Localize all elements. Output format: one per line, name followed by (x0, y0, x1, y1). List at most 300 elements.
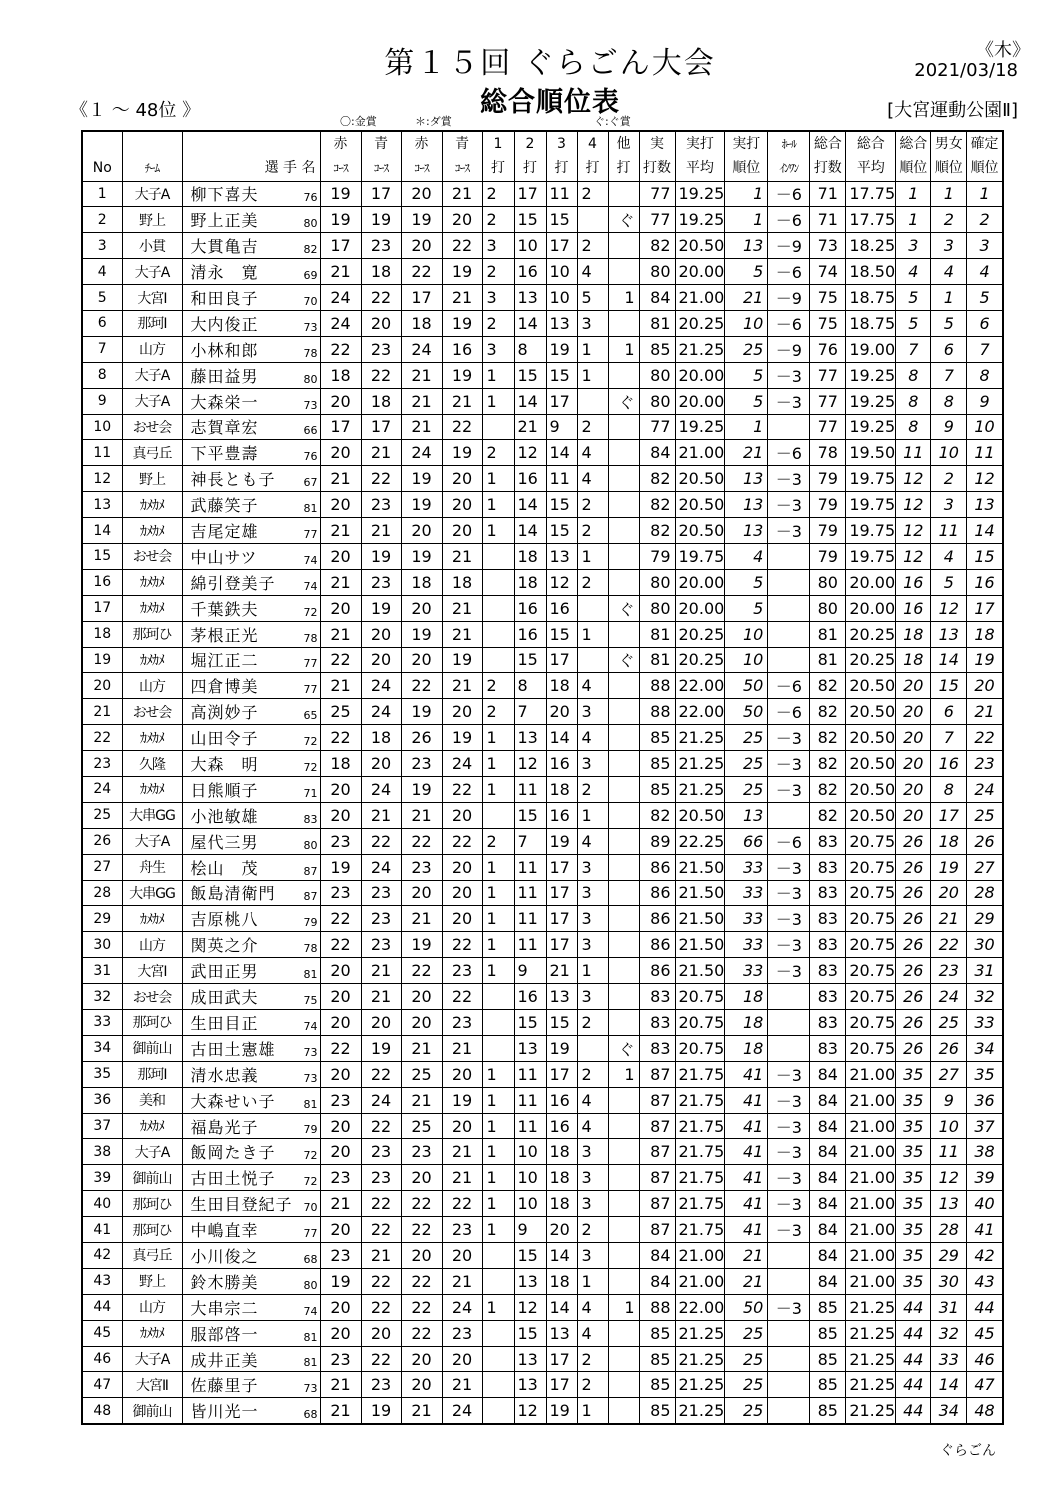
cell-blue2: 23 (442, 1320, 482, 1346)
cell-no: 17 (82, 595, 122, 621)
cell-putt3: 15 (546, 207, 577, 233)
table-row (82, 595, 1003, 621)
cell-age: 72 (294, 595, 320, 621)
cell-red1: 18 (320, 362, 361, 388)
cell-no: 19 (82, 647, 122, 673)
cell-blue2: 21 (442, 388, 482, 414)
cell-no: 38 (82, 1139, 122, 1165)
cell-putt1 (482, 621, 514, 647)
col-tavg-sub: 平均 (846, 156, 896, 181)
cell-putt2: 7 (514, 828, 546, 854)
cell-putt2: 15 (514, 647, 546, 673)
table-row (82, 207, 1003, 233)
cell-actual-rank: 4 (725, 543, 768, 569)
cell-actual: 88 (639, 673, 675, 699)
cell-putt3: 10 (546, 259, 577, 285)
col-player: 選 手 名 (182, 156, 320, 181)
cell-blue1: 19 (361, 595, 401, 621)
table-row (82, 932, 1003, 958)
cell-gender-rank: 13 (931, 621, 967, 647)
cell-gender-rank: 4 (931, 259, 967, 285)
cell-putt4: 3 (577, 984, 608, 1010)
col-no: No (82, 156, 122, 181)
cell-final-rank: 12 (967, 466, 1003, 492)
cell-team: 大宮Ⅰ (122, 285, 182, 311)
cell-total-rank: 20 (896, 802, 931, 828)
cell-total-avg: 21.00 (846, 1217, 896, 1243)
cell-blue2: 20 (442, 802, 482, 828)
cell-actual: 88 (639, 1294, 675, 1320)
cell-gender-rank: 14 (931, 1372, 967, 1398)
cell-final-rank: 14 (967, 518, 1003, 544)
cell-total-avg: 19.50 (846, 440, 896, 466)
cell-other: ぐ (608, 595, 639, 621)
cell-red2: 20 (401, 1165, 442, 1191)
cell-age: 66 (294, 414, 320, 440)
cell-blue2: 22 (442, 1191, 482, 1217)
cell-actual-rank: 50 (725, 1294, 768, 1320)
page-title: 第１５回 ぐらごん大会 (384, 46, 716, 81)
cell-team: 舟生 (122, 854, 182, 880)
cell-red1: 20 (320, 595, 361, 621)
cell-other (608, 1139, 639, 1165)
cell-hole-in-one: －3 (768, 1294, 810, 1320)
cell-total-rank: 35 (896, 1087, 931, 1113)
cell-other (608, 1268, 639, 1294)
cell-actual-rank: 41 (725, 1113, 768, 1139)
cell-hole-in-one (768, 543, 810, 569)
cell-other (608, 932, 639, 958)
cell-player-name: 和田良子 (182, 285, 294, 311)
cell-age: 67 (294, 466, 320, 492)
cell-no: 24 (82, 776, 122, 802)
cell-team: ｶﾒｶﾒ (122, 1320, 182, 1346)
cell-gender-rank: 3 (931, 492, 967, 518)
cell-age: 65 (294, 699, 320, 725)
cell-red2: 19 (401, 699, 442, 725)
col-team: ﾁｰﾑ (122, 156, 182, 181)
cell-total-rank: 44 (896, 1372, 931, 1398)
cell-actual-avg: 19.25 (675, 207, 725, 233)
cell-actual-avg: 21.50 (675, 958, 725, 984)
cell-actual: 84 (639, 1243, 675, 1269)
cell-age: 77 (294, 673, 320, 699)
cell-total-avg: 18.75 (846, 285, 896, 311)
cell-team: ｶﾒｶﾒ (122, 725, 182, 751)
cell-blue2: 19 (442, 647, 482, 673)
cell-blue1: 23 (361, 233, 401, 259)
cell-gender-rank: 29 (931, 1243, 967, 1269)
cell-actual: 85 (639, 336, 675, 362)
cell-player-name: 大貫亀吉 (182, 233, 294, 259)
cell-putt3: 19 (546, 1398, 577, 1424)
cell-gender-rank: 7 (931, 362, 967, 388)
cell-team: 御前山 (122, 1398, 182, 1424)
cell-total-avg: 19.00 (846, 336, 896, 362)
cell-total-avg: 20.75 (846, 932, 896, 958)
cell-actual-rank: 25 (725, 336, 768, 362)
cell-red1: 23 (320, 1165, 361, 1191)
cell-total-avg: 19.75 (846, 466, 896, 492)
cell-putt4: 3 (577, 906, 608, 932)
cell-blue2: 20 (442, 492, 482, 518)
cell-other (608, 1165, 639, 1191)
cell-final-rank: 20 (967, 673, 1003, 699)
cell-gender-rank: 23 (931, 958, 967, 984)
cell-no: 30 (82, 932, 122, 958)
cell-putt4: 1 (577, 621, 608, 647)
table-row (82, 1398, 1003, 1424)
cell-blue2: 20 (442, 906, 482, 932)
cell-no: 10 (82, 414, 122, 440)
cell-putt3: 16 (546, 751, 577, 777)
cell-putt4 (577, 1035, 608, 1061)
cell-blue2: 22 (442, 776, 482, 802)
cell-putt1: 1 (482, 906, 514, 932)
cell-blue2: 20 (442, 518, 482, 544)
cell-red2: 23 (401, 854, 442, 880)
cell-putt2: 9 (514, 958, 546, 984)
cell-putt1: 2 (482, 310, 514, 336)
cell-blue1: 19 (361, 1035, 401, 1061)
cell-blue1: 19 (361, 543, 401, 569)
cell-blue2: 23 (442, 1217, 482, 1243)
cell-team: ｶﾒｶﾒ (122, 647, 182, 673)
cell-age: 74 (294, 543, 320, 569)
cell-red1: 18 (320, 751, 361, 777)
cell-hole-in-one: －3 (768, 1113, 810, 1139)
cell-no: 21 (82, 699, 122, 725)
cell-final-rank: 30 (967, 932, 1003, 958)
cell-no: 8 (82, 362, 122, 388)
table-row (82, 1243, 1003, 1269)
cell-age: 82 (294, 233, 320, 259)
cell-red1: 23 (320, 880, 361, 906)
cell-putt4: 2 (577, 1217, 608, 1243)
cell-no: 44 (82, 1294, 122, 1320)
table-row (82, 725, 1003, 751)
cell-putt4: 3 (577, 1243, 608, 1269)
cell-total-avg: 20.50 (846, 725, 896, 751)
cell-putt3: 15 (546, 492, 577, 518)
cell-putt4: 4 (577, 440, 608, 466)
cell-total-avg: 20.25 (846, 647, 896, 673)
cell-total: 83 (810, 958, 846, 984)
cell-actual: 80 (639, 569, 675, 595)
cell-blue1: 20 (361, 1320, 401, 1346)
cell-putt4: 4 (577, 828, 608, 854)
cell-total-rank: 35 (896, 1243, 931, 1269)
cell-blue2: 24 (442, 1294, 482, 1320)
cell-blue2: 24 (442, 1398, 482, 1424)
cell-gender-rank: 5 (931, 310, 967, 336)
cell-no: 33 (82, 1010, 122, 1036)
cell-team: 大宮Ⅰ (122, 958, 182, 984)
cell-blue1: 23 (361, 336, 401, 362)
cell-putt1: 2 (482, 440, 514, 466)
cell-total-avg: 19.75 (846, 518, 896, 544)
cell-other (608, 569, 639, 595)
cell-blue1: 20 (361, 1010, 401, 1036)
cell-blue1: 22 (361, 1113, 401, 1139)
cell-team: 御前山 (122, 1165, 182, 1191)
cell-red1: 20 (320, 984, 361, 1010)
cell-actual: 85 (639, 725, 675, 751)
cell-red2: 24 (401, 336, 442, 362)
cell-age: 68 (294, 1243, 320, 1269)
cell-other (608, 699, 639, 725)
cell-gender-rank: 28 (931, 1217, 967, 1243)
cell-total: 74 (810, 259, 846, 285)
cell-blue2: 19 (442, 259, 482, 285)
cell-age: 73 (294, 1035, 320, 1061)
table-row (82, 336, 1003, 362)
cell-total: 77 (810, 414, 846, 440)
cell-actual: 82 (639, 233, 675, 259)
cell-actual-avg: 21.50 (675, 932, 725, 958)
cell-final-rank: 11 (967, 440, 1003, 466)
cell-putt1: 2 (482, 673, 514, 699)
cell-final-rank: 46 (967, 1346, 1003, 1372)
cell-total-avg: 21.25 (846, 1320, 896, 1346)
cell-final-rank: 33 (967, 1010, 1003, 1036)
cell-total-rank: 35 (896, 1061, 931, 1087)
cell-putt2: 21 (514, 414, 546, 440)
cell-putt1: 2 (482, 181, 514, 207)
cell-hole-in-one (768, 595, 810, 621)
cell-actual: 85 (639, 776, 675, 802)
cell-hole-in-one: －6 (768, 207, 810, 233)
cell-gender-rank: 8 (931, 388, 967, 414)
cell-no: 31 (82, 958, 122, 984)
cell-actual-avg: 20.00 (675, 259, 725, 285)
cell-gender-rank: 20 (931, 880, 967, 906)
cell-putt2: 11 (514, 1087, 546, 1113)
cell-team: 山方 (122, 1294, 182, 1320)
cell-blue2: 22 (442, 233, 482, 259)
cell-actual: 84 (639, 440, 675, 466)
cell-red2: 19 (401, 492, 442, 518)
col-putt1-sub: 打 (482, 156, 514, 181)
header-row-bottom (82, 156, 1003, 181)
cell-red1: 22 (320, 647, 361, 673)
cell-no: 3 (82, 233, 122, 259)
cell-total: 83 (810, 984, 846, 1010)
cell-putt3: 13 (546, 543, 577, 569)
cell-actual-rank: 41 (725, 1061, 768, 1087)
cell-blue2: 23 (442, 958, 482, 984)
cell-gender-rank: 6 (931, 336, 967, 362)
cell-total-avg: 19.25 (846, 414, 896, 440)
cell-total: 85 (810, 1320, 846, 1346)
cell-red2: 24 (401, 440, 442, 466)
cell-blue2: 21 (442, 1139, 482, 1165)
table-row (82, 440, 1003, 466)
cell-player-name: 山田令子 (182, 725, 294, 751)
header-row-top (82, 131, 1003, 156)
cell-putt4: 1 (577, 958, 608, 984)
cell-blue1: 22 (361, 1346, 401, 1372)
cell-blue2: 20 (442, 880, 482, 906)
cell-total: 79 (810, 492, 846, 518)
cell-final-rank: 22 (967, 725, 1003, 751)
cell-hole-in-one: －6 (768, 259, 810, 285)
cell-age: 80 (294, 1268, 320, 1294)
cell-final-rank: 2 (967, 207, 1003, 233)
cell-red2: 18 (401, 310, 442, 336)
cell-team: 大宮Ⅱ (122, 1372, 182, 1398)
cell-putt2: 16 (514, 984, 546, 1010)
cell-putt3: 14 (546, 1243, 577, 1269)
cell-final-rank: 29 (967, 906, 1003, 932)
cell-red2: 23 (401, 1139, 442, 1165)
cell-final-rank: 32 (967, 984, 1003, 1010)
cell-total-rank: 20 (896, 725, 931, 751)
cell-player-name: 大森せい子 (182, 1087, 294, 1113)
cell-team: 山方 (122, 932, 182, 958)
cell-actual-rank: 66 (725, 828, 768, 854)
cell-red2: 20 (401, 647, 442, 673)
cell-final-rank: 42 (967, 1243, 1003, 1269)
cell-red1: 22 (320, 336, 361, 362)
cell-total: 84 (810, 1191, 846, 1217)
cell-hole-in-one: －3 (768, 1191, 810, 1217)
cell-no: 18 (82, 621, 122, 647)
cell-putt1: 1 (482, 1087, 514, 1113)
cell-putt2: 11 (514, 1113, 546, 1139)
cell-hole-in-one: －3 (768, 776, 810, 802)
cell-putt1 (482, 1398, 514, 1424)
cell-blue2: 20 (442, 1113, 482, 1139)
cell-total: 83 (810, 880, 846, 906)
table-row (82, 1294, 1003, 1320)
table-row (82, 414, 1003, 440)
cell-team: 那珂Ⅰ (122, 310, 182, 336)
cell-player-name: 千葉鉄夫 (182, 595, 294, 621)
cell-player-name: 成田武夫 (182, 984, 294, 1010)
cell-red1: 21 (320, 466, 361, 492)
cell-hole-in-one (768, 414, 810, 440)
col-red1-head: 赤 (320, 131, 361, 156)
cell-player-name: 清水忠義 (182, 1061, 294, 1087)
cell-blue2: 19 (442, 440, 482, 466)
cell-hole-in-one (768, 1035, 810, 1061)
table-row (82, 699, 1003, 725)
cell-age: 73 (294, 388, 320, 414)
cell-team: 大子A (122, 828, 182, 854)
cell-blue1: 22 (361, 1268, 401, 1294)
cell-no: 42 (82, 1243, 122, 1269)
cell-player-name: 清永 寛 (182, 259, 294, 285)
cell-hole-in-one: －3 (768, 1061, 810, 1087)
cell-putt4: 1 (577, 802, 608, 828)
cell-putt1: 1 (482, 932, 514, 958)
cell-other: ぐ (608, 647, 639, 673)
cell-actual: 87 (639, 1061, 675, 1087)
table-row (82, 1268, 1003, 1294)
cell-putt4: 4 (577, 1320, 608, 1346)
cell-actual-avg: 20.25 (675, 621, 725, 647)
cell-putt2: 12 (514, 440, 546, 466)
cell-blue1: 22 (361, 285, 401, 311)
cell-other (608, 466, 639, 492)
cell-putt3: 13 (546, 1320, 577, 1346)
col-hio-sub: ｲﾝﾜﾝ (768, 156, 810, 181)
cell-actual-avg: 20.75 (675, 984, 725, 1010)
cell-actual-rank: 25 (725, 1372, 768, 1398)
cell-total-rank: 26 (896, 932, 931, 958)
cell-actual: 85 (639, 1398, 675, 1424)
cell-age: 71 (294, 776, 320, 802)
cell-actual-rank: 13 (725, 233, 768, 259)
cell-no: 26 (82, 828, 122, 854)
cell-putt4: 4 (577, 1294, 608, 1320)
cell-total-avg: 21.00 (846, 1268, 896, 1294)
cell-putt1: 1 (482, 776, 514, 802)
cell-age: 80 (294, 828, 320, 854)
cell-age: 73 (294, 1372, 320, 1398)
cell-hole-in-one (768, 1010, 810, 1036)
cell-total: 79 (810, 518, 846, 544)
cell-total-avg: 21.00 (846, 1113, 896, 1139)
cell-actual: 80 (639, 595, 675, 621)
cell-actual-rank: 25 (725, 776, 768, 802)
cell-blue1: 24 (361, 854, 401, 880)
cell-age: 83 (294, 802, 320, 828)
cell-putt1 (482, 543, 514, 569)
cell-final-rank: 17 (967, 595, 1003, 621)
cell-actual-rank: 5 (725, 362, 768, 388)
cell-blue1: 23 (361, 932, 401, 958)
cell-other (608, 880, 639, 906)
cell-actual: 80 (639, 362, 675, 388)
cell-team: 山方 (122, 336, 182, 362)
cell-no: 41 (82, 1217, 122, 1243)
table-row (82, 1061, 1003, 1087)
cell-red1: 22 (320, 906, 361, 932)
cell-age: 81 (294, 1087, 320, 1113)
cell-red2: 20 (401, 518, 442, 544)
cell-gender-rank: 33 (931, 1346, 967, 1372)
cell-hole-in-one: －3 (768, 751, 810, 777)
cell-blue2: 19 (442, 1087, 482, 1113)
cell-putt2: 14 (514, 310, 546, 336)
cell-team: 大子A (122, 362, 182, 388)
cell-actual: 87 (639, 1191, 675, 1217)
cell-other: 1 (608, 1294, 639, 1320)
cell-putt2: 11 (514, 776, 546, 802)
cell-total-rank: 35 (896, 1113, 931, 1139)
cell-player-name: 茅根正光 (182, 621, 294, 647)
cell-gender-rank: 2 (931, 207, 967, 233)
cell-putt2: 12 (514, 1398, 546, 1424)
cell-total: 82 (810, 802, 846, 828)
cell-blue2: 20 (442, 1061, 482, 1087)
cell-total: 83 (810, 906, 846, 932)
cell-total: 84 (810, 1087, 846, 1113)
cell-age: 80 (294, 207, 320, 233)
cell-red2: 21 (401, 388, 442, 414)
cell-red1: 25 (320, 699, 361, 725)
cell-other (608, 1346, 639, 1372)
col-putt3-sub: 打 (546, 156, 577, 181)
cell-actual-avg: 21.25 (675, 1372, 725, 1398)
cell-final-rank: 26 (967, 828, 1003, 854)
cell-putt2: 13 (514, 285, 546, 311)
cell-age: 79 (294, 906, 320, 932)
cell-player-name: 生田目正 (182, 1010, 294, 1036)
cell-total-rank: 20 (896, 776, 931, 802)
